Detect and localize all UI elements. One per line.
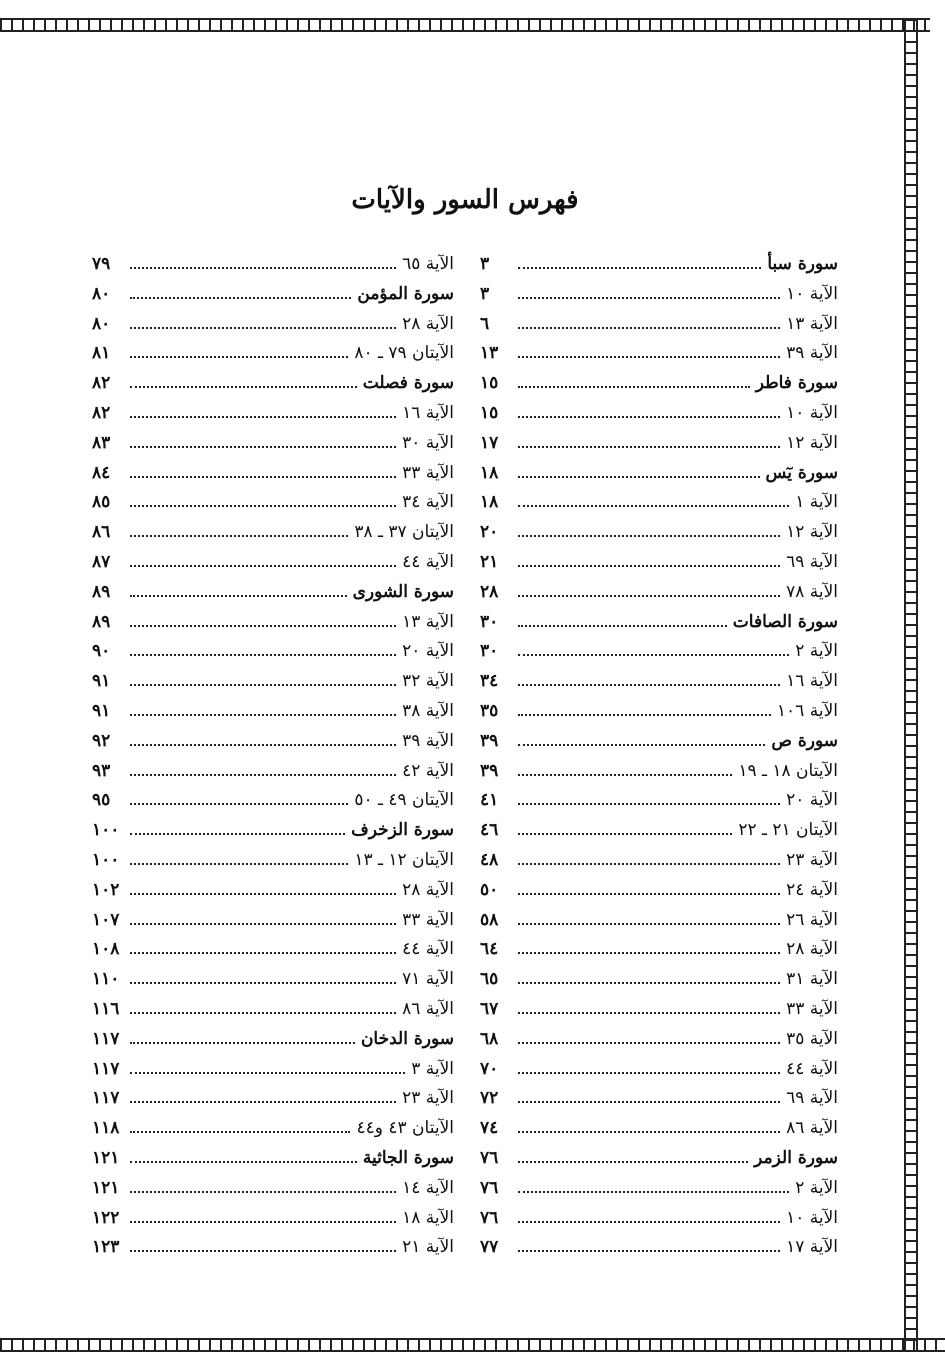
entry-page-number: ١١٨	[92, 1118, 120, 1139]
dot-leader	[518, 1119, 780, 1133]
dot-leader	[130, 404, 396, 418]
verse-entry	[480, 850, 838, 880]
verse-entry	[480, 999, 838, 1029]
verse-entry	[92, 343, 454, 373]
entry-label: الآية ٣	[411, 1058, 454, 1079]
page-border-bottom	[0, 1338, 945, 1352]
verse-entry	[92, 314, 454, 344]
surah-heading-entry	[92, 1148, 454, 1178]
verse-entry	[480, 284, 838, 314]
entry-label: الآية ١٦	[402, 402, 454, 423]
entry-page-number: ٢٠	[480, 522, 499, 543]
entry-label: الآية ٢٣	[786, 849, 838, 870]
dot-leader	[518, 970, 780, 984]
entry-page-number: ٥٠	[480, 879, 499, 900]
dot-leader	[518, 374, 750, 388]
dot-leader	[130, 1030, 355, 1044]
entry-label: الآيتان ٣٧ ـ ٣٨	[354, 522, 454, 543]
dot-leader	[130, 583, 347, 597]
entry-label: الآية ١٤	[402, 1177, 454, 1198]
entry-page-number: ٣٩	[480, 760, 499, 781]
entry-label: الآية ٢	[795, 641, 838, 662]
entry-page-number: ٨٣	[92, 432, 111, 453]
entry-label: الآية ٣٢	[402, 671, 454, 692]
entry-label: سورة سبأ	[767, 254, 838, 274]
entry-page-number: ٩١	[92, 671, 111, 692]
verse-entry	[480, 1088, 838, 1118]
entry-page-number: ٨٠	[92, 313, 111, 334]
dot-leader	[130, 1000, 396, 1014]
entry-page-number: ١٣	[480, 343, 499, 364]
entry-page-number: ٨٧	[92, 551, 111, 572]
dot-leader	[130, 285, 351, 299]
dot-leader	[518, 404, 780, 418]
entry-page-number: ١٨	[480, 462, 499, 483]
verse-entry	[92, 403, 454, 433]
entry-label: الآية ٢٠	[402, 641, 454, 662]
verse-entry	[480, 641, 838, 671]
entry-label: الآية ٣٤	[402, 492, 454, 513]
dot-leader	[130, 1089, 396, 1103]
entry-page-number: ٨٢	[92, 402, 111, 423]
entry-page-number: ٨٩	[92, 581, 111, 602]
verse-entry	[92, 641, 454, 671]
dot-leader	[518, 255, 761, 269]
dot-leader	[518, 672, 780, 686]
entry-label: الآيتان ٢١ ـ ٢٢	[738, 820, 838, 841]
verse-entry	[92, 1118, 454, 1148]
verse-entry	[92, 671, 454, 701]
entry-label: الآية ٢٣	[402, 1088, 454, 1109]
entry-page-number: ٧٦	[480, 1207, 499, 1228]
entry-page-number: ٢١	[480, 551, 499, 572]
entry-page-number: ١٠٧	[92, 909, 120, 930]
entry-page-number: ٦٧	[480, 998, 499, 1019]
entry-page-number: ٤٨	[480, 849, 499, 870]
entry-page-number: ٩٣	[92, 760, 111, 781]
entry-label: الآية ١٨	[402, 1207, 454, 1228]
verse-entry	[480, 1237, 838, 1267]
page-border-top	[0, 18, 930, 32]
entry-label: سورة يٓس	[765, 462, 838, 483]
surah-heading-entry	[92, 582, 454, 612]
entry-label: الآية ٤٤	[402, 939, 454, 960]
entry-page-number: ٨٦	[92, 522, 111, 543]
surah-heading-entry	[480, 612, 838, 642]
entry-label: سورة الزخرف	[351, 820, 454, 841]
dot-leader	[518, 434, 780, 448]
verse-entry	[480, 969, 838, 999]
entry-label: الآيتان ١٨ ـ ١٩	[738, 760, 838, 781]
entry-label: سورة الدخان	[360, 1028, 454, 1049]
verse-entry	[92, 880, 454, 910]
entry-label: الآية ٢٨	[402, 313, 454, 334]
dot-leader	[518, 583, 780, 597]
entry-label: الآية ١	[795, 492, 838, 513]
dot-leader	[130, 613, 396, 627]
verse-entry	[92, 790, 454, 820]
surah-heading-entry	[480, 254, 838, 284]
verse-entry	[480, 701, 838, 731]
entry-page-number: ٨٩	[92, 611, 111, 632]
entry-page-number: ١٢٢	[92, 1207, 120, 1228]
entry-label: الآية ١٢	[786, 432, 838, 453]
dot-leader	[130, 553, 396, 567]
dot-leader	[518, 702, 771, 716]
verse-entry	[480, 314, 838, 344]
entry-page-number: ١٢٣	[92, 1237, 120, 1258]
entry-label: سورة المؤمن	[357, 283, 454, 304]
dot-leader	[130, 642, 396, 656]
entry-page-number: ٨٠	[92, 283, 111, 304]
verse-entry	[92, 969, 454, 999]
verse-entry	[480, 910, 838, 940]
dot-leader	[518, 791, 780, 805]
verse-entry	[92, 433, 454, 463]
verse-entry	[480, 1029, 838, 1059]
entry-label: الآية ١٠	[786, 283, 838, 304]
dot-leader	[518, 642, 789, 656]
verse-entry	[480, 492, 838, 522]
dot-leader	[518, 1089, 780, 1103]
entry-page-number: ٧٩	[92, 254, 111, 274]
dot-leader	[130, 464, 396, 478]
entry-page-number: ٧٠	[480, 1058, 499, 1079]
dot-leader	[130, 881, 396, 895]
entry-page-number: ١٧	[480, 432, 499, 453]
entry-label: الآية ٦٥	[402, 254, 454, 274]
entry-label: الآية ٤٢	[402, 760, 454, 781]
entry-page-number: ١٠٠	[92, 820, 120, 841]
dot-leader	[130, 1149, 357, 1163]
dot-leader	[130, 1060, 405, 1074]
verse-entry	[92, 1208, 454, 1238]
entry-page-number: ٩١	[92, 700, 111, 721]
dot-leader	[518, 285, 780, 299]
entry-page-number: ٧٢	[480, 1088, 499, 1109]
verse-entry	[92, 254, 454, 284]
verse-entry	[92, 1237, 454, 1267]
entry-label: الآية ١٠	[786, 1207, 838, 1228]
dot-leader	[518, 1060, 780, 1074]
entry-label: الآية ١٣	[786, 313, 838, 334]
dot-leader	[130, 851, 348, 865]
dot-leader	[518, 1209, 780, 1223]
entry-label: الآية ٢	[795, 1177, 838, 1198]
verse-entry	[92, 522, 454, 552]
entry-page-number: ١٠٠	[92, 849, 120, 870]
entry-label: الآية ١٦	[786, 671, 838, 692]
entry-label: الآية ٦٩	[786, 551, 838, 572]
entry-page-number: ٤٦	[480, 820, 499, 841]
entry-label: الآية ٢٤	[786, 879, 838, 900]
dot-leader	[518, 821, 732, 835]
dot-leader	[518, 464, 760, 478]
entry-label: الآية ٣٩	[402, 730, 454, 751]
entry-label: الآية ١٠٦	[776, 700, 838, 721]
entry-page-number: ٣٩	[480, 730, 499, 751]
entry-page-number: ١٨	[480, 492, 499, 513]
entry-label: الآية ٢٨	[786, 939, 838, 960]
entry-label: سورة فصلت	[362, 373, 454, 394]
entry-label: الآية ١٧	[786, 1237, 838, 1258]
verse-entry	[480, 1178, 838, 1208]
entry-page-number: ١١٦	[92, 998, 120, 1019]
entry-label: الآية ٨٦	[402, 998, 454, 1019]
surah-heading-entry	[480, 463, 838, 493]
entry-page-number: ٦٨	[480, 1028, 499, 1049]
entry-page-number: ٨٢	[92, 373, 111, 394]
entry-label: سورة الزمر	[754, 1147, 838, 1168]
dot-leader	[130, 821, 345, 835]
dot-leader	[130, 315, 396, 329]
entry-label: الآية ٧٨	[786, 581, 838, 602]
entry-page-number: ٨٤	[92, 462, 111, 483]
verse-entry	[92, 701, 454, 731]
entry-page-number: ٧٧	[480, 1237, 499, 1258]
verse-entry	[480, 582, 838, 612]
dot-leader	[130, 732, 396, 746]
entry-page-number: ٣٠	[480, 611, 499, 632]
verse-entry	[92, 850, 454, 880]
entry-page-number: ٧٦	[480, 1147, 499, 1168]
verse-entry	[92, 731, 454, 761]
dot-leader	[518, 1030, 780, 1044]
entry-page-number: ٩٠	[92, 641, 111, 662]
verse-entry	[480, 820, 838, 850]
page-border-right	[904, 18, 918, 1352]
entry-page-number: ١٥	[480, 402, 499, 423]
entry-label: الآية ٣١	[786, 969, 838, 990]
entry-label: الآيتان ١٢ ـ ١٣	[354, 849, 454, 870]
verse-entry	[92, 463, 454, 493]
dot-leader	[518, 523, 780, 537]
surah-heading-entry	[480, 731, 838, 761]
dot-leader	[518, 553, 780, 567]
surah-heading-entry	[480, 373, 838, 403]
verse-entry	[92, 761, 454, 791]
surah-heading-entry	[480, 1148, 838, 1178]
page-title: فهرس السور والآيات	[351, 185, 579, 216]
entry-page-number: ٣	[480, 283, 490, 304]
verse-entry	[92, 492, 454, 522]
dot-leader	[518, 345, 780, 359]
entry-label: الآية ٢٠	[786, 790, 838, 811]
verse-entry	[92, 1059, 454, 1089]
entry-page-number: ٣	[480, 254, 490, 274]
dot-leader	[518, 1238, 780, 1252]
dot-leader	[130, 1119, 350, 1133]
entry-page-number: ١٥	[480, 373, 499, 394]
dot-leader	[130, 940, 396, 954]
entry-page-number: ١١٧	[92, 1058, 120, 1079]
entry-label: الآية ٣٠	[402, 432, 454, 453]
entry-page-number: ٦٥	[480, 969, 499, 990]
verse-entry	[480, 403, 838, 433]
entry-page-number: ١٢١	[92, 1177, 120, 1198]
dot-leader	[518, 940, 780, 954]
surah-heading-entry	[92, 820, 454, 850]
verse-entry	[92, 552, 454, 582]
entry-page-number: ١١٧	[92, 1088, 120, 1109]
dot-leader	[518, 315, 780, 329]
dot-leader	[130, 345, 348, 359]
entry-label: الآية ٣٣	[402, 462, 454, 483]
surah-heading-entry	[92, 1029, 454, 1059]
dot-leader	[518, 762, 732, 776]
entry-page-number: ٩٢	[92, 730, 111, 751]
entry-label: الآيتان ٤٩ ـ ٥٠	[354, 790, 454, 811]
dot-leader	[130, 1209, 396, 1223]
entry-label: الآية ٨٦	[786, 1118, 838, 1139]
entry-label: سورة الجاثية	[362, 1147, 454, 1168]
surah-heading-entry	[92, 373, 454, 403]
entry-page-number: ٦	[480, 313, 490, 334]
entry-page-number: ٣٤	[480, 671, 499, 692]
dot-leader	[518, 881, 780, 895]
dot-leader	[518, 493, 789, 507]
dot-leader	[518, 1000, 780, 1014]
verse-entry	[480, 1059, 838, 1089]
entry-label: الآية ٢١	[402, 1237, 454, 1258]
verse-entry	[92, 910, 454, 940]
entry-page-number: ١٠٢	[92, 879, 120, 900]
dot-leader	[130, 762, 396, 776]
entry-label: الآية ٤٤	[402, 551, 454, 572]
index-column-left	[92, 254, 454, 1267]
entry-page-number: ٨٥	[92, 492, 111, 513]
verse-entry	[480, 671, 838, 701]
entry-label: الآيتان ٤٣ و٤٤	[356, 1118, 454, 1139]
verse-entry	[480, 433, 838, 463]
entry-label: الآية ٣٣	[786, 998, 838, 1019]
dot-leader	[130, 374, 357, 388]
entry-label: الآية ٣٣	[402, 909, 454, 930]
verse-entry	[92, 999, 454, 1029]
entry-page-number: ٣٥	[480, 700, 499, 721]
dot-leader	[518, 1149, 748, 1163]
verse-entry	[480, 343, 838, 373]
verse-entry	[92, 612, 454, 642]
entry-label: سورة فاطر	[755, 373, 838, 394]
entry-label: سورة الشورى	[352, 581, 454, 602]
entry-label: الآية ٢٦	[786, 909, 838, 930]
entry-label: الآية ٢٨	[402, 879, 454, 900]
entry-label: الآيتان ٧٩ ـ ٨٠	[354, 343, 454, 364]
entry-page-number: ٢٨	[480, 581, 499, 602]
entry-label: الآية ٦٩	[786, 1088, 838, 1109]
surah-heading-entry	[92, 284, 454, 314]
entry-page-number: ٧٦	[480, 1177, 499, 1198]
entry-label: الآية ١٢	[786, 522, 838, 543]
verse-entry	[480, 880, 838, 910]
dot-leader	[130, 434, 396, 448]
entry-page-number: ١٢١	[92, 1147, 120, 1168]
entry-page-number: ٥٨	[480, 909, 499, 930]
verse-entry	[480, 522, 838, 552]
verse-entry	[92, 1088, 454, 1118]
entry-page-number: ٤١	[480, 790, 499, 811]
dot-leader	[130, 702, 396, 716]
dot-leader	[130, 493, 396, 507]
verse-entry	[480, 1118, 838, 1148]
verse-entry	[480, 552, 838, 582]
dot-leader	[518, 851, 780, 865]
verse-entry	[92, 939, 454, 969]
dot-leader	[130, 523, 348, 537]
entry-label: الآية ٣٩	[786, 343, 838, 364]
entry-page-number: ١١٧	[92, 1028, 120, 1049]
entry-page-number: ٩٥	[92, 790, 111, 811]
dot-leader	[518, 732, 765, 746]
verse-entry	[480, 939, 838, 969]
index-column-right	[480, 254, 838, 1267]
dot-leader	[130, 1179, 396, 1193]
entry-label: الآية ١٣	[402, 611, 454, 632]
entry-label: الآية ٣٥	[786, 1028, 838, 1049]
dot-leader	[130, 791, 348, 805]
entry-page-number: ٣٠	[480, 641, 499, 662]
verse-entry	[480, 1208, 838, 1238]
dot-leader	[130, 970, 396, 984]
entry-label: الآية ١٠	[786, 402, 838, 423]
dot-leader	[130, 1238, 396, 1252]
dot-leader	[518, 613, 727, 627]
entry-page-number: ٨١	[92, 343, 111, 364]
entry-page-number: ١٠٨	[92, 939, 120, 960]
dot-leader	[130, 911, 396, 925]
verse-entry	[480, 790, 838, 820]
entry-label: الآية ٤٤	[786, 1058, 838, 1079]
entry-page-number: ١١٠	[92, 969, 120, 990]
dot-leader	[518, 1179, 789, 1193]
dot-leader	[130, 672, 396, 686]
entry-label: سورة الصافات	[732, 611, 838, 632]
verse-entry	[92, 1178, 454, 1208]
entry-page-number: ٧٤	[480, 1118, 499, 1139]
dot-leader	[130, 255, 396, 269]
verse-entry	[480, 761, 838, 791]
entry-label: سورة ص	[771, 730, 838, 751]
dot-leader	[518, 911, 780, 925]
entry-label: الآية ٣٨	[402, 700, 454, 721]
entry-label: الآية ٧١	[402, 969, 454, 990]
entry-page-number: ٦٤	[480, 939, 499, 960]
